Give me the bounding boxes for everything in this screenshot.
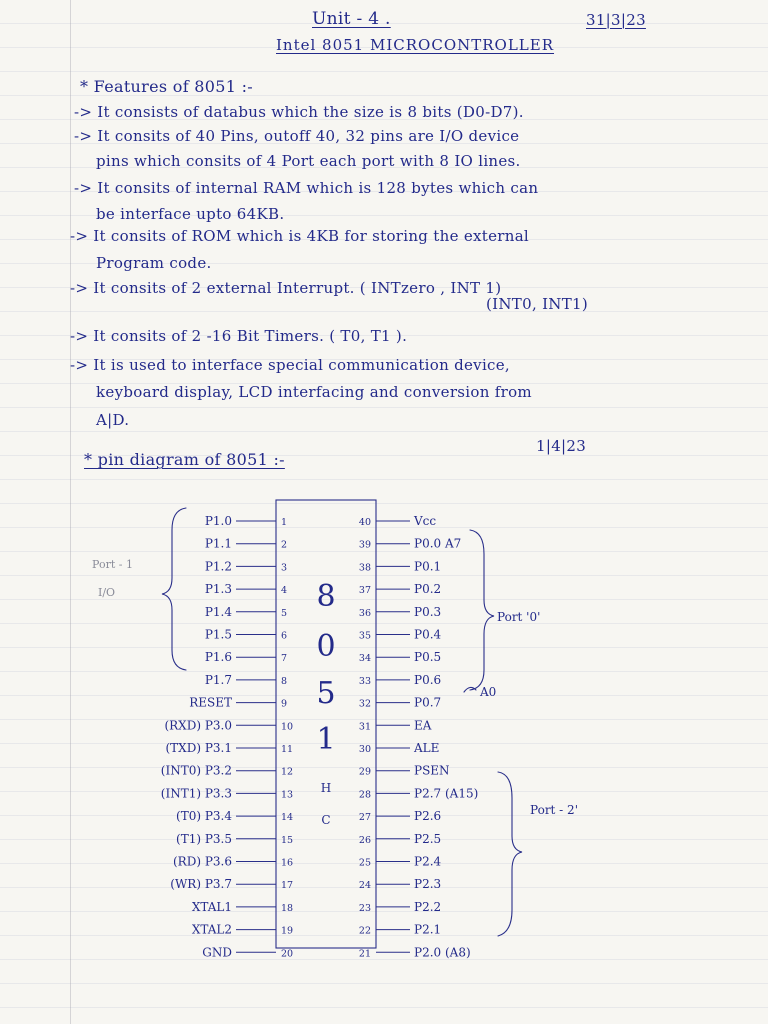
pin-number-left: 19	[281, 925, 294, 937]
feature-line: A|D.	[96, 411, 130, 429]
page-title: Intel 8051 MICROCONTROLLER	[276, 36, 555, 54]
feature-line: keyboard display, LCD interfacing and conversion from	[96, 383, 532, 401]
pin-label-right: Vcc	[414, 514, 437, 528]
pin-label-left: P1.5	[204, 627, 232, 642]
pin-number-left: 12	[281, 766, 294, 778]
pin-number-right: 29	[358, 766, 371, 778]
pin-label-right: P2.6	[414, 809, 442, 824]
port1-note: Port - 1	[92, 558, 133, 571]
chip-letter: 5	[316, 676, 336, 711]
pin-label-left: (TXD) P3.1	[165, 741, 232, 755]
pin-label-right: P2.2	[414, 899, 442, 914]
pin-label-left: P1.4	[204, 604, 232, 619]
chip-letter: 8	[316, 579, 336, 614]
pin-number-right: 30	[358, 744, 371, 755]
pin-label-right: P0.6	[414, 672, 442, 687]
pin-label-right: P0.1	[414, 559, 442, 574]
port0-label: Port '0'	[497, 610, 541, 624]
pin-number-left: 6	[281, 630, 288, 642]
pin-label-left: P1.0	[204, 514, 232, 528]
pin-number-left: 10	[281, 721, 294, 733]
pin-label-left: P1.6	[204, 650, 232, 665]
feature-line: -> It consists of databus which the size is 8 bits (D0-D7).	[74, 103, 524, 121]
feature-line: be interface upto 64KB.	[96, 205, 285, 223]
pin-label-left: P1.1	[204, 536, 232, 551]
a0-label: A0	[480, 685, 497, 699]
port0-brace	[470, 530, 494, 690]
pin-number-left: 2	[281, 539, 288, 551]
feature-line: -> It consits of ROM which is 4KB for storing the external	[70, 227, 530, 245]
chip-letter: H	[320, 781, 332, 795]
pin-number-left: 13	[281, 789, 294, 801]
pin-number-left: 3	[281, 562, 288, 574]
pin-label-right: P2.5	[414, 831, 442, 846]
feature-line: (INT0, INT1)	[486, 295, 589, 313]
pin-number-left: 4	[281, 585, 288, 597]
pin-number-right: 40	[358, 517, 371, 528]
pin-label-right: P0.5	[414, 650, 442, 665]
pin-number-right: 31	[358, 721, 371, 733]
port2-brace	[498, 772, 522, 936]
pin-label-right: P2.1	[414, 922, 442, 937]
pin-label-left: P1.7	[204, 672, 232, 687]
port2-label: Port - 2'	[530, 803, 578, 817]
pin-number-right: 32	[358, 698, 371, 710]
pin-number-right: 34	[358, 653, 371, 665]
feature-line: -> It consits of 2 external Interrupt. ( INTzero , INT 1)	[70, 279, 502, 297]
pin-label-right: P2.3	[414, 877, 442, 892]
pin-label-left: P1.2	[204, 559, 232, 574]
pin-label-left: (T1) P3.5	[176, 831, 232, 846]
feature-line: -> It is used to interface special communication device,	[70, 356, 510, 374]
pin-number-left: 5	[281, 607, 288, 619]
pin-label-left: XTAL2	[191, 922, 232, 937]
pin-number-right: 33	[358, 675, 371, 687]
pin-number-right: 22	[358, 925, 371, 937]
pin-number-right: 24	[358, 880, 371, 892]
pin-number-left: 18	[281, 902, 294, 914]
pin-label-right: ALE	[414, 741, 440, 755]
pin-label-right: P2.7 (A15)	[414, 786, 479, 801]
pin-label-left: XTAL1	[191, 899, 232, 914]
feature-line: Program code.	[96, 254, 212, 272]
pin-number-left: 8	[281, 675, 288, 687]
pin-number-right: 28	[358, 789, 371, 801]
pin-number-left: 7	[281, 653, 288, 665]
pin-number-right: 26	[358, 834, 371, 846]
pin-number-right: 21	[358, 948, 371, 960]
pin-label-right: P0.3	[414, 604, 442, 619]
chip-letter: 1	[316, 722, 336, 757]
feature-line: -> It consits of 40 Pins, outoff 40, 32 pins are I/O device	[74, 127, 520, 145]
pin-label-right: P0.7	[414, 695, 442, 710]
port1-brace	[162, 508, 186, 670]
date: 31|3|23	[586, 11, 646, 29]
features-heading: * Features of 8051 :-	[80, 77, 254, 96]
pin-label-left: (INT0) P3.2	[160, 763, 232, 778]
unit-title: Unit - 4 .	[312, 9, 391, 29]
feature-line: pins which consits of 4 Port each port with 8 IO lines.	[96, 152, 521, 170]
chip-letter: C	[321, 813, 331, 827]
pin-label-right: PSEN	[414, 763, 450, 778]
pin-number-left: 20	[281, 948, 294, 960]
pin-number-left: 16	[281, 857, 294, 869]
pin-label-right: P0.0 A7	[414, 536, 462, 551]
pin-number-right: 36	[358, 607, 371, 619]
pin-label-left: RESET	[189, 695, 232, 710]
pin-label-right: P2.4	[414, 854, 442, 869]
pin-label-left: (RXD) P3.0	[164, 718, 232, 733]
pin-label-left: (INT1) P3.3	[160, 786, 232, 801]
pin-number-right: 37	[358, 585, 371, 597]
port1-io-note: I/O	[98, 586, 116, 599]
pin-label-right: P0.4	[414, 627, 442, 642]
pin-label-left: P1.3	[204, 582, 232, 597]
pin-label-right: P0.2	[414, 582, 442, 597]
feature-line: -> It consits of internal RAM which is 128 bytes which can	[74, 179, 539, 197]
pin-number-left: 9	[281, 698, 288, 710]
chip-letter: 0	[316, 629, 336, 664]
pin-label-left: (RD) P3.6	[173, 854, 232, 869]
pin-number-right: 39	[358, 539, 371, 551]
pin-number-right: 38	[358, 562, 371, 574]
feature-line: -> It consits of 2 -16 Bit Timers. ( T0, T1 ).	[70, 327, 408, 345]
pin-diagram-heading: * pin diagram of 8051 :-	[84, 450, 285, 469]
pin-label-left: GND	[202, 945, 232, 960]
pin-number-left: 14	[281, 812, 294, 824]
pin-number-right: 27	[358, 812, 371, 824]
pin-label-left: (T0) P3.4	[176, 809, 232, 824]
pin-number-left: 11	[281, 744, 294, 755]
pin-number-right: 23	[358, 902, 371, 914]
pin-diagram	[0, 470, 768, 960]
pin-label-right: P2.0 (A8)	[414, 945, 471, 960]
pin-number-right: 35	[358, 630, 371, 642]
pin-number-left: 1	[281, 517, 288, 528]
pin-label-right: EA	[414, 718, 432, 733]
pin-number-left: 15	[281, 834, 294, 846]
date-2: 1|4|23	[536, 437, 587, 455]
pin-number-left: 17	[281, 880, 294, 892]
pin-label-left: (WR) P3.7	[170, 877, 232, 892]
pin-number-right: 25	[358, 857, 371, 869]
